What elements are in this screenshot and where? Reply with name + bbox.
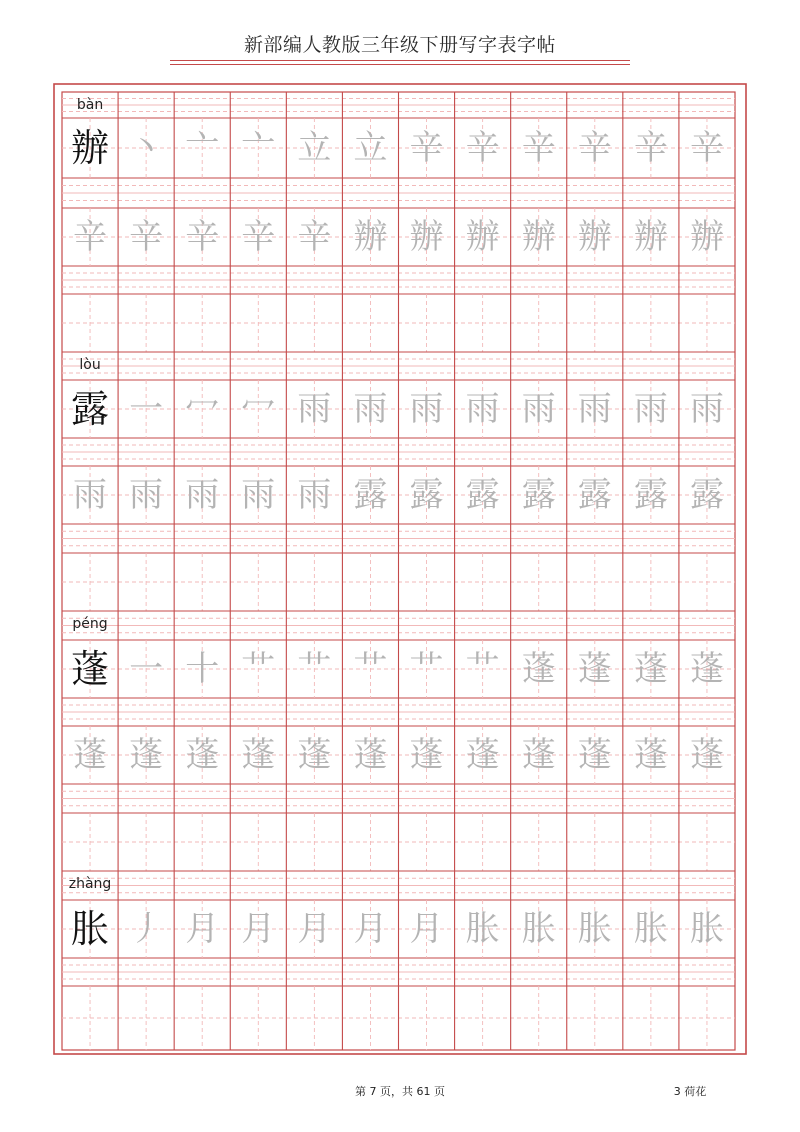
trace-character: 雨	[129, 475, 164, 515]
page-number: 第 7 页，共 61 页	[355, 1085, 445, 1098]
stroke-order-character: 胀	[689, 909, 724, 949]
model-character: 胀	[71, 907, 110, 951]
stroke-order-character: 雨	[577, 389, 612, 429]
trace-character: 辦	[521, 217, 556, 257]
trace-character: 雨	[241, 475, 276, 515]
trace-character: 雨	[73, 475, 108, 515]
stroke-order-character: 胀	[465, 909, 500, 949]
trace-character: 蓬	[465, 735, 500, 775]
stroke-order-character: 冖	[241, 389, 276, 429]
trace-character: 露	[353, 475, 388, 515]
pinyin-label: péng	[72, 616, 108, 632]
stroke-order-character: 立	[297, 128, 332, 168]
stroke-order-character: 艹	[353, 649, 388, 689]
stroke-order-character: 辛	[577, 128, 612, 168]
stroke-order-character: 十	[185, 649, 220, 689]
trace-character: 辛	[297, 217, 332, 257]
stroke-order-character: 艹	[241, 649, 276, 689]
trace-character: 蓬	[689, 735, 724, 775]
trace-character: 露	[633, 475, 668, 515]
stroke-order-character: 胀	[633, 909, 668, 949]
stroke-order-character: 月	[353, 909, 388, 949]
stroke-order-character: 亠	[241, 128, 276, 168]
stroke-order-character: 辛	[521, 128, 556, 168]
stroke-order-character: 雨	[297, 389, 332, 429]
stroke-order-character: 辛	[689, 128, 724, 168]
trace-character: 辛	[73, 217, 108, 257]
trace-character: 蓬	[129, 735, 164, 775]
stroke-order-character: 蓬	[689, 649, 724, 689]
stroke-order-character: 雨	[353, 389, 388, 429]
stroke-order-character: 辛	[465, 128, 500, 168]
trace-character: 辛	[129, 217, 164, 257]
stroke-order-character: 冖	[185, 389, 220, 429]
trace-character: 露	[521, 475, 556, 515]
stroke-order-character: 月	[241, 909, 276, 949]
trace-character: 辦	[353, 217, 388, 257]
model-character: 辦	[71, 126, 110, 170]
stroke-order-character: 月	[297, 909, 332, 949]
trace-character: 蓬	[521, 735, 556, 775]
trace-character: 辦	[577, 217, 612, 257]
trace-character: 蓬	[297, 735, 332, 775]
stroke-order-character: 胀	[521, 909, 556, 949]
stroke-order-character: 雨	[689, 389, 724, 429]
trace-character: 露	[465, 475, 500, 515]
trace-character: 辛	[241, 217, 276, 257]
pinyin-label: zhàng	[68, 876, 112, 892]
stroke-order-character: 一	[129, 389, 164, 429]
trace-character: 蓬	[577, 735, 612, 775]
trace-character: 辦	[689, 217, 724, 257]
stroke-order-character: 月	[185, 909, 220, 949]
trace-character: 辦	[465, 217, 500, 257]
stroke-order-character: 月	[409, 909, 444, 949]
stroke-order-character: 丶	[129, 128, 164, 168]
stroke-order-character: 辛	[633, 128, 668, 168]
model-character: 蓬	[71, 647, 110, 691]
stroke-order-character: 蓬	[577, 649, 612, 689]
stroke-order-character: 辛	[409, 128, 444, 168]
trace-character: 蓬	[353, 735, 388, 775]
stroke-order-character: 丿	[129, 909, 164, 949]
trace-character: 露	[689, 475, 724, 515]
trace-character: 露	[409, 475, 444, 515]
stroke-order-character: 蓬	[633, 649, 668, 689]
stroke-order-character: 亠	[185, 128, 220, 168]
trace-character: 蓬	[409, 735, 444, 775]
trace-character: 辦	[409, 217, 444, 257]
trace-character: 辦	[633, 217, 668, 257]
trace-character: 雨	[185, 475, 220, 515]
trace-character: 露	[577, 475, 612, 515]
trace-character: 雨	[297, 475, 332, 515]
stroke-order-character: 蓬	[521, 649, 556, 689]
page-title: 新部编人教版三年级下册写字表字帖	[243, 34, 556, 56]
stroke-order-character: 胀	[577, 909, 612, 949]
stroke-order-character: 艹	[465, 649, 500, 689]
stroke-order-character: 立	[353, 128, 388, 168]
trace-character: 辛	[185, 217, 220, 257]
stroke-order-character: 一	[129, 649, 164, 689]
trace-character: 蓬	[73, 735, 108, 775]
pinyin-label: lòu	[79, 357, 101, 373]
stroke-order-character: 艹	[409, 649, 444, 689]
pinyin-label: bàn	[76, 97, 104, 113]
stroke-order-character: 雨	[465, 389, 500, 429]
stroke-order-character: 雨	[633, 389, 668, 429]
stroke-order-character: 雨	[521, 389, 556, 429]
stroke-order-character: 雨	[409, 389, 444, 429]
lesson-label: 3 荷花	[673, 1085, 707, 1098]
trace-character: 蓬	[633, 735, 668, 775]
trace-character: 蓬	[185, 735, 220, 775]
stroke-order-character: 艹	[297, 649, 332, 689]
model-character: 露	[71, 387, 110, 431]
trace-character: 蓬	[241, 735, 276, 775]
